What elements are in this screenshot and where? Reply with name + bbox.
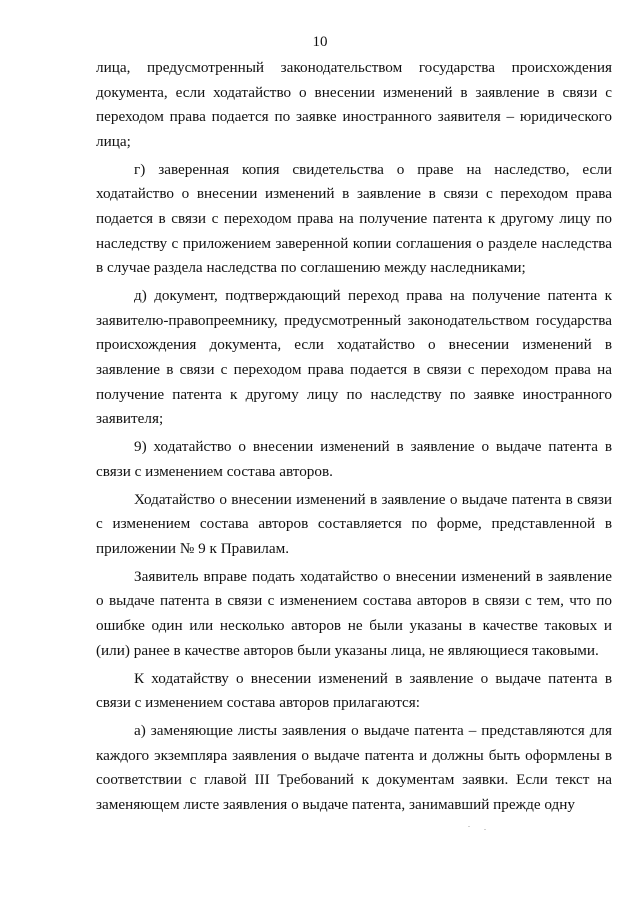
document-body (96, 56, 612, 821)
paragraph-item-d: д) документ, подтверждающий переход права на получение патента к заявителю-правопреемнику, предусмотренный законодательством государства происхождения документа, если ходатайство о внесении изменений в заявление в связи с переходом права подается в связи с переходом права на получение патента к другому лицу по наследству по заявке иностранного заявителя; (96, 287, 612, 428)
paragraph-item-a: а) заменяющие листы заявления о выдаче патента – представляются для каждого экземпляра заявления о выдаче патента и должны быть оформлены в соответствии с главой III Требований к документам заявки. Если текст на заменяющем листе заявления о выдаче патента, занимавший прежде одну (96, 722, 612, 813)
paragraph-continuation: лица, предусмотренный законодательством государства происхождения документа, если ходатайство о внесении изменений в заявление в связи с переходом права подается по заявке иностранного заявителя – юридического лица; (96, 59, 612, 150)
paragraph-item-g: г) заверенная копия свидетельства о праве на наследство, если ходатайство о внесении изменений в заявление в связи с переходом права подается в связи с переходом права на получение патента к другому лицу по наследству с приложением заверенной копии соглашения о разделе наследства в случае раздела наследства по соглашению между наследниками; (96, 160, 612, 277)
scan-speck (468, 826, 470, 827)
page-number: 10 (312, 34, 328, 50)
paragraph-applicant-right: Заявитель вправе подать ходатайство о внесении изменений в заявление о выдаче патента в связи с изменением состава авторов в связи с тем, что по ошибке один или несколько авторов не были указаны в качестве таковых и (или) ранее в качестве авторов были указаны лица, не являющиеся таковыми. (96, 567, 612, 659)
paragraph-form-note: Ходатайство о внесении изменений в заявление о выдаче патента в связи с изменением состава авторов составляется по форме, представленной в приложении № 9 к Правилам. (96, 490, 612, 557)
paragraph-item-9: 9) ходатайство о внесении изменений в заявление о выдаче патента в связи с изменением состава авторов. (96, 438, 612, 480)
scan-speck (484, 829, 486, 830)
paragraph-attachments-intro: К ходатайству о внесении изменений в заявление о выдаче патента в связи с изменением состава авторов прилагаются: (96, 669, 612, 712)
